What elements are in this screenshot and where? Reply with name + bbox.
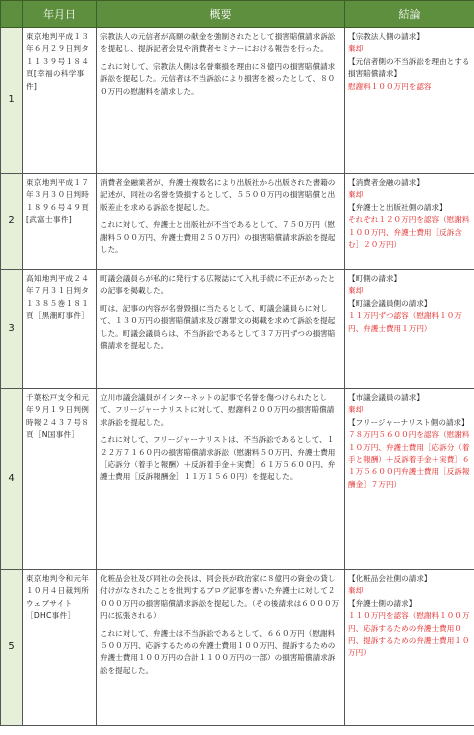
case-date: 東京地判平成１３年６月２９日判タ１１３９号１８４頁[幸福の科学事件] [23, 28, 97, 174]
result-verdict: 棄却 [348, 44, 364, 54]
summary-paragraph: 町議会議員らが私的に発行する広報誌にて入札手続に不正があったとの記事を掲載した。 [100, 274, 336, 296]
case-date: 東京地判平成１７年３月３０日判時１８９６号４９頁[武富士事件] [23, 174, 97, 270]
result-heading: 【市議会議員の請求】 [348, 393, 424, 402]
case-result [345, 28, 474, 174]
result-heading: 【弁護士側の請求】 [348, 598, 417, 608]
row-number: 1 [1, 28, 23, 174]
result-verdict: 棄却 [348, 190, 364, 200]
case-summary [97, 174, 345, 270]
case-summary [97, 28, 345, 174]
result-verdict: １１０万円を認容（慰謝料１００万円、応訴するための弁護士費用０円、提訴するための弁護士費用１０万円） [348, 611, 470, 658]
case-summary [97, 270, 345, 389]
case-result [345, 570, 474, 726]
header-summary: 概要 [97, 1, 345, 28]
summary-paragraph: これに対して、弁護士と出版社が不当であるとして、７５０万円（慰謝料５００万円、弁護士費用２５０万円）の損害賠償請求訴訟を提起した。 [100, 220, 336, 255]
case-result [345, 270, 474, 389]
header-row [1, 1, 474, 28]
summary-paragraph: 化粧品会社及び同社の会長は、同会長が政治家に８億円の資金の貸し付けがなされたことを批判するブログ記事を書いた弁護士に対して２０００万円の損害賠償請求訴訟を提起した。（その後請求は６０００万円に拡張される） [100, 574, 340, 621]
result-verdict: 棄却 [348, 586, 364, 596]
header-result: 結論 [345, 1, 474, 28]
table-row [1, 270, 474, 389]
result-heading: 【フリージャーナリスト側の請求】 [348, 417, 469, 427]
summary-paragraph: 町は、記事の内容が名誉毀損に当たるとして、町議会議員らに対して、１３０万円の損害賠償請求及び謝罪文の掲載を求めて訴訟を提起した。町議会議員らは、不当訴訟であるとして３７万円ずつの損害賠償請求を提起した。 [100, 303, 336, 351]
summary-paragraph: これに対して、弁護士は不当訴訟であるとして、６６０万円（慰謝料５００万円、応訴するための弁護士費用１００万円、提訴するための弁護士費用１００万円の合計１１００万円の一部）の損害賠償請求訴訟を提起した。 [100, 628, 336, 675]
summary-paragraph: 立川市議会議員がインターネットの記事で名誉を傷つけられたとして、フリージャーナリストに対して、慰謝料２００万円の損害賠償請求訴訟を提起した。 [100, 393, 335, 427]
case-date: 東京地判令和元年１０月４日裁判所ウェブサイト［DHC事件］ [23, 570, 97, 726]
result-verdict: １１万円ずつ認容（慰謝料１０万円、弁護士費用１万円） [348, 311, 462, 333]
result-heading: 【化粧品会社側の請求】 [348, 574, 432, 583]
result-heading: 【元信者側の不当訴訟を理由とする損害賠償請求】 [348, 56, 470, 79]
row-number: 3 [1, 270, 23, 389]
result-verdict: 棄却 [348, 405, 364, 415]
case-summary [97, 389, 345, 570]
row-number: 2 [1, 174, 23, 270]
case-result [345, 389, 474, 570]
table-row [1, 174, 474, 270]
result-heading: 【町議会議員側の請求】 [348, 298, 432, 308]
result-heading: 【消費者金融の請求】 [348, 178, 424, 187]
summary-paragraph: これに対して、フリージャーナリストは、不当訴訟であるとして、１２２万７１６０円の損害賠償請求訴訟（慰謝料５０万円、弁護士費用［応訴分（着手と報酬）＋反訴着手金＋実費］６１万５６００円、弁護士費用［反訴報酬金］１１万１５６０円）を提起した。 [100, 435, 336, 482]
case-summary [97, 570, 345, 726]
row-number: 4 [1, 389, 23, 570]
table-row [1, 28, 474, 174]
result-verdict: 棄却 [348, 286, 364, 296]
table-row [1, 570, 474, 726]
summary-paragraph: 宗教法人の元信者が高額の献金を強制されたとして損害賠償請求訴訟を提起し、提訴記者会見や消費者セミナーにおける報告を行った。 [100, 32, 336, 54]
row-number: 5 [1, 570, 23, 726]
result-verdict: ７８万円５６００円を認容（慰謝料１０万円、弁護士費用［応訴分（着手と報酬）＋反訴着手金＋実費］６１万５６００円弁護士費用［反訴報酬金］７万円） [348, 430, 470, 489]
result-heading: 【町側の請求】 [348, 274, 402, 283]
summary-paragraph: 消費者金融業者が、弁護士複数名により出版社から出版された書籍の記述が、同社の名誉を毀損するとして、５５００万円の損害賠償と出版差止を求める訴訟を提起した。 [100, 178, 336, 212]
summary-paragraph: これに対して、宗教法人側は名誉棄損を理由に８億円の損害賠償請求訴訟を提起した。元信者は不当訴訟により損害を被ったとして、８００万円の慰謝料を請求した。 [100, 61, 336, 96]
header-num [1, 1, 23, 28]
result-verdict: 慰謝料１００万円を認容 [348, 81, 432, 91]
case-date: 高知地判平成２４年７月３１日判タ１３８５巻１８１頁［黒潮町事件］ [23, 270, 97, 389]
result-verdict: それぞれ１２０万円を認容（慰謝料１００万円、弁護士費用［反訴含む］２０万円） [348, 215, 470, 250]
result-heading: 【弁護士と出版社側の請求】 [348, 202, 447, 212]
case-date: 千葉松戸支令和元年９月１９日判例時報２４３７号８頁［N国事件］ [23, 389, 97, 570]
result-heading: 【宗教法人側の請求】 [348, 32, 424, 41]
table-row [1, 389, 474, 570]
header-date: 年月日 [23, 1, 97, 28]
case-result [345, 174, 474, 270]
